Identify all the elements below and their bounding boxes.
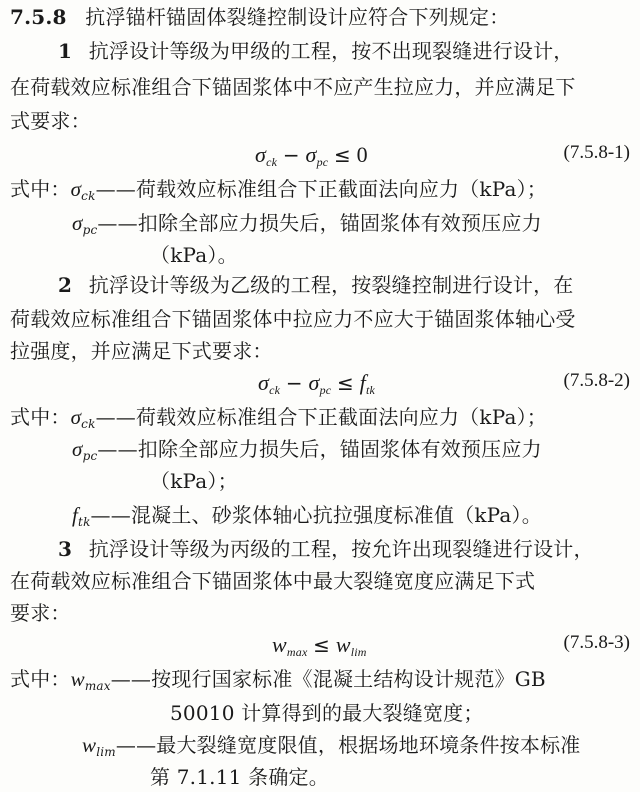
- def-sigma-pc-2: $\sigma_{pc}——$扣除全部应力损失后，锚固浆体有效预压应力: [72, 437, 542, 463]
- item-3-line-3: 要求：: [10, 601, 71, 625]
- item-2-text: 抗浮设计等级为乙级的工程，按裂缝控制进行设计，在: [88, 273, 574, 297]
- item-3-line-2: 在荷载效应标准组合下锚固浆体中最大裂缝宽度应满足下式: [10, 569, 536, 593]
- section-number: 7.5.8: [10, 5, 67, 29]
- item-2-line-3: 拉强度，并应满足下式要求：: [10, 339, 273, 363]
- formula-number-2: (7.5.8-2): [563, 370, 630, 391]
- def-sigma-ck-1: 式中：$\sigma_{ck}——$荷载效应标准组合下正截面法向应力（kPa）；: [10, 177, 547, 203]
- item-2-line-2: 荷载效应标准组合下锚固浆体中拉应力不应大于锚固浆体轴心受: [10, 307, 576, 331]
- section-title: 抗浮锚杆锚固体裂缝控制设计应符合下列规定：: [85, 5, 510, 29]
- section-heading: [10, 2, 509, 32]
- item-1-number: 1: [58, 39, 73, 63]
- item-2-line-1: [58, 270, 574, 300]
- item-3-text: 抗浮设计等级为丙级的工程，按允许出现裂缝进行设计，: [88, 537, 594, 561]
- item-1-text: 抗浮设计等级为甲级的工程，按不出现裂缝进行设计，: [88, 39, 574, 63]
- item-2-number: 2: [58, 273, 73, 297]
- def-w-max-cont: 50010 计算得到的最大裂缝宽度；: [170, 701, 484, 725]
- def-sigma-ck-2: 式中：$\sigma_{ck}——$荷载效应标准组合下正截面法向应力（kPa）；: [10, 405, 547, 431]
- formula-7-5-8-2: $\sigma_{ck} - \sigma_{pc} \le f_{tk}$: [258, 370, 376, 397]
- formula-7-5-8-3: $w_{max} \le w_{lim}$: [272, 632, 367, 659]
- item-1-line-1: [58, 36, 574, 66]
- def-w-max: 式中：$w_{max}——$按现行国家标准《混凝土结构设计规范》GB: [10, 667, 546, 693]
- item-3-number: 3: [58, 537, 73, 561]
- item-1-line-2: 在荷载效应标准组合下锚固浆体中不应产生拉应力，并应满足下: [10, 75, 576, 99]
- def-sigma-pc-2-cont: （kPa）；: [150, 469, 238, 493]
- def-w-lim-cont: 第 7.1.11 条确定。: [150, 765, 329, 789]
- def-sigma-pc-1-cont: （kPa）。: [150, 243, 238, 267]
- def-sigma-pc-1: $\sigma_{pc}——$扣除全部应力损失后，锚固浆体有效预压应力: [72, 211, 542, 237]
- formula-number-1: (7.5.8-1): [563, 142, 630, 163]
- def-f-tk: $f_{tk}——$混凝土、砂浆体轴心抗拉强度标准值（kPa）。: [72, 503, 542, 529]
- def-w-lim: $w_{lim}——$最大裂缝宽度限值，根据场地环境条件按本标准: [82, 733, 581, 759]
- item-3-line-1: [58, 534, 594, 564]
- formula-7-5-8-1: $\sigma_{ck} - \sigma_{pc} \le 0$: [255, 142, 368, 169]
- formula-number-3: (7.5.8-3): [563, 632, 630, 653]
- item-1-line-3: 式要求：: [10, 109, 91, 133]
